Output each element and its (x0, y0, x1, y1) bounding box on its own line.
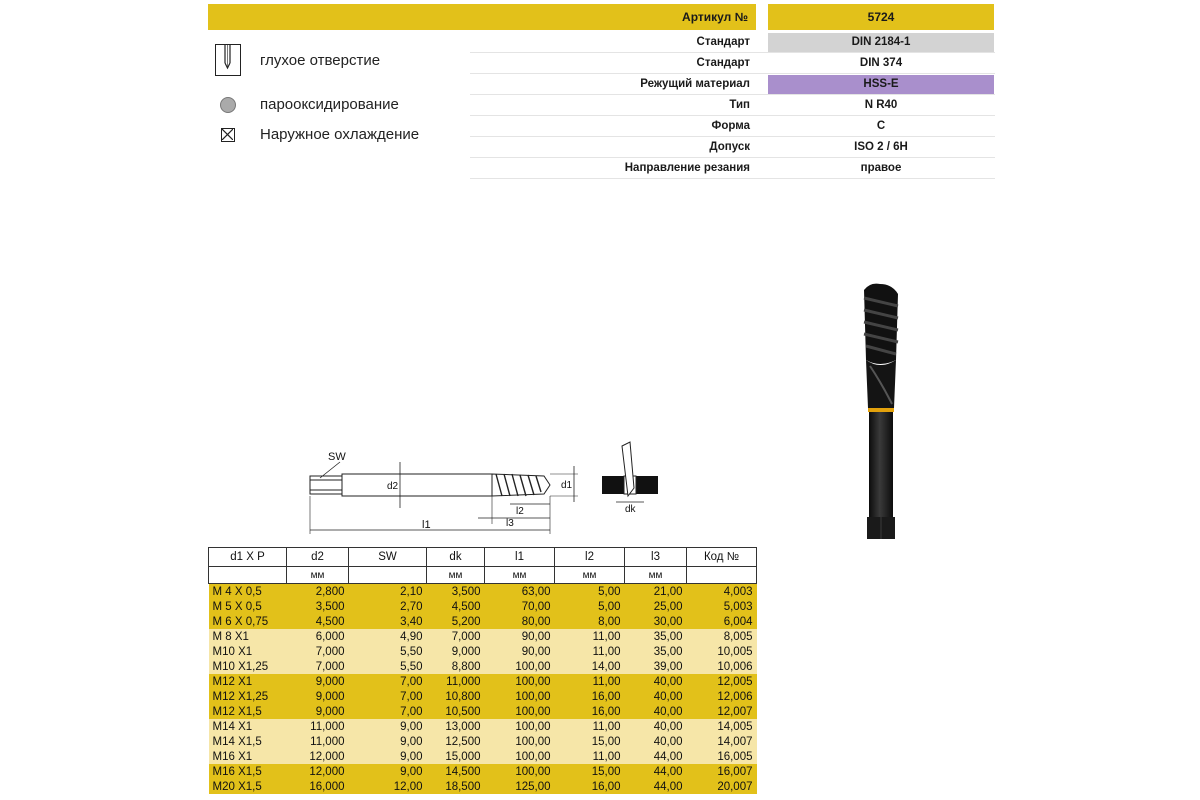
table-row (209, 584, 757, 600)
table-cell: 9,00 (349, 719, 427, 734)
label-dk: dk (625, 504, 636, 515)
table-cell: 7,000 (427, 629, 485, 644)
table-row (209, 689, 757, 704)
table-row (209, 719, 757, 734)
table-cell: 15,00 (555, 734, 625, 749)
table-cell: 25,00 (625, 599, 687, 614)
table-cell: 4,90 (349, 629, 427, 644)
table-header-cell: l1 (485, 548, 555, 567)
table-cell: M12 X1,25 (209, 689, 287, 704)
spec-value: DIN 2184-1 (768, 33, 994, 52)
table-unit-cell: мм (287, 567, 349, 584)
table-cell: 11,000 (287, 719, 349, 734)
legend (208, 44, 468, 156)
spec-label: Форма (711, 120, 750, 132)
table-cell: 9,000 (427, 644, 485, 659)
table-cell: 12,007 (687, 704, 757, 719)
table-row (209, 614, 757, 629)
spec-label: Направление резания (624, 162, 750, 174)
spec-row (470, 53, 995, 74)
table-cell: 3,500 (287, 599, 349, 614)
table-cell: 9,000 (287, 689, 349, 704)
table-cell: 8,005 (687, 629, 757, 644)
table-row (209, 659, 757, 674)
label-l3: l3 (506, 518, 514, 529)
legend-item-blind-hole (208, 44, 380, 76)
table-cell: 21,00 (625, 584, 687, 600)
table-cell: 16,000 (287, 779, 349, 794)
table-row (209, 764, 757, 779)
table-cell: 8,800 (427, 659, 485, 674)
table-cell: 5,200 (427, 614, 485, 629)
label-l2: l2 (516, 506, 524, 517)
table-header-cell: l2 (555, 548, 625, 567)
label-d2: d2 (387, 481, 399, 492)
table-cell: 5,003 (687, 599, 757, 614)
table-cell: 30,00 (625, 614, 687, 629)
table-cell: M10 X1,25 (209, 659, 287, 674)
table-cell: 14,007 (687, 734, 757, 749)
table-cell: 11,00 (555, 674, 625, 689)
table-cell: 18,500 (427, 779, 485, 794)
table-cell: 10,006 (687, 659, 757, 674)
table-cell: 7,000 (287, 659, 349, 674)
table-cell: 44,00 (625, 779, 687, 794)
table-cell: 80,00 (485, 614, 555, 629)
table-cell: 12,000 (287, 764, 349, 779)
table-cell: 16,00 (555, 689, 625, 704)
table-cell: M10 X1 (209, 644, 287, 659)
table-unit-cell (209, 567, 287, 584)
table-cell: 12,00 (349, 779, 427, 794)
table-cell: 10,005 (687, 644, 757, 659)
table-cell: 100,00 (485, 734, 555, 749)
spec-row (470, 74, 995, 95)
article-label: Артикул № (682, 10, 748, 24)
table-cell: 100,00 (485, 719, 555, 734)
table-row (209, 749, 757, 764)
table-row (209, 599, 757, 614)
legend-text-steam-oxidation: пароокcидирование (260, 96, 399, 113)
table-cell: 11,000 (427, 674, 485, 689)
table-cell: M 5 X 0,5 (209, 599, 287, 614)
table-row (209, 674, 757, 689)
table-cell: M14 X1 (209, 719, 287, 734)
tap-photo (850, 280, 910, 542)
table-cell: 35,00 (625, 629, 687, 644)
table-cell: M 4 X 0,5 (209, 584, 287, 600)
table-row (209, 704, 757, 719)
table-cell: 15,000 (427, 749, 485, 764)
table-cell: 10,800 (427, 689, 485, 704)
table-cell: 4,003 (687, 584, 757, 600)
table-cell: 9,000 (287, 704, 349, 719)
table-cell: 100,00 (485, 749, 555, 764)
table-cell: 3,500 (427, 584, 485, 600)
table-cell: 100,00 (485, 689, 555, 704)
table-cell: 125,00 (485, 779, 555, 794)
table-cell: 100,00 (485, 704, 555, 719)
table-unit-cell: мм (555, 567, 625, 584)
table-cell: 40,00 (625, 719, 687, 734)
table-cell: 14,00 (555, 659, 625, 674)
table-cell: 10,500 (427, 704, 485, 719)
table-unit-cell (687, 567, 757, 584)
spec-label: Допуск (709, 141, 750, 153)
table-cell: 44,00 (625, 764, 687, 779)
table-cell: 40,00 (625, 734, 687, 749)
table-cell: M20 X1,5 (209, 779, 287, 794)
table-cell: 9,00 (349, 764, 427, 779)
table-header-cell: d1 X P (209, 548, 287, 567)
spec-row (470, 158, 995, 179)
table-cell: M16 X1 (209, 749, 287, 764)
table-header-cell: d2 (287, 548, 349, 567)
table-cell: 2,10 (349, 584, 427, 600)
table-cell: 15,00 (555, 764, 625, 779)
label-d1: d1 (561, 480, 573, 491)
table-cell: 7,00 (349, 689, 427, 704)
table-cell: 40,00 (625, 689, 687, 704)
legend-item-external-cooling (208, 126, 419, 143)
spec-row (470, 32, 995, 53)
table-cell: 2,800 (287, 584, 349, 600)
table-cell: 90,00 (485, 644, 555, 659)
table-cell: 6,004 (687, 614, 757, 629)
table-unit-cell: мм (427, 567, 485, 584)
table-cell: 14,500 (427, 764, 485, 779)
label-l1: l1 (422, 519, 431, 531)
table-cell: 5,00 (555, 599, 625, 614)
spec-value: ISO 2 / 6H (854, 141, 908, 153)
table-cell: 11,00 (555, 719, 625, 734)
table-cell: 13,000 (427, 719, 485, 734)
table-cell: 11,000 (287, 734, 349, 749)
table-cell: 12,500 (427, 734, 485, 749)
spec-value: DIN 374 (859, 57, 903, 69)
spec-value: N R40 (864, 99, 898, 111)
spec-label: Режущий материал (640, 78, 750, 90)
table-cell: 39,00 (625, 659, 687, 674)
table-cell: M 8 X1 (209, 629, 287, 644)
table-cell: 100,00 (485, 674, 555, 689)
table-cell: 12,006 (687, 689, 757, 704)
table-header-cell: dk (427, 548, 485, 567)
table-cell: 5,00 (555, 584, 625, 600)
size-table (208, 547, 757, 794)
external-cooling-icon (221, 128, 235, 142)
spec-row (470, 95, 995, 116)
spec-value: HSS-E (768, 75, 994, 94)
table-header-cell: SW (349, 548, 427, 567)
spec-label: Стандарт (696, 36, 750, 48)
table-cell: 63,00 (485, 584, 555, 600)
legend-item-steam-oxidation (208, 96, 399, 113)
article-header-band (208, 4, 756, 30)
table-cell: M14 X1,5 (209, 734, 287, 749)
table-cell: 9,000 (287, 674, 349, 689)
table-cell: 7,00 (349, 704, 427, 719)
table-cell: 16,007 (687, 764, 757, 779)
table-cell: 12,000 (287, 749, 349, 764)
table-cell: 2,70 (349, 599, 427, 614)
table-cell: 6,000 (287, 629, 349, 644)
table-cell: M 6 X 0,75 (209, 614, 287, 629)
table-cell: 35,00 (625, 644, 687, 659)
table-unit-cell: мм (625, 567, 687, 584)
table-cell: 8,00 (555, 614, 625, 629)
table-cell: 9,00 (349, 734, 427, 749)
table-cell: 40,00 (625, 704, 687, 719)
spec-label: Стандарт (696, 57, 750, 69)
table-cell: 90,00 (485, 629, 555, 644)
spec-table (470, 32, 995, 179)
table-cell: 20,007 (687, 779, 757, 794)
steam-oxidation-icon (220, 97, 236, 113)
blind-hole-icon (215, 44, 241, 76)
table-cell: 16,005 (687, 749, 757, 764)
table-cell: M12 X1 (209, 674, 287, 689)
table-cell: 70,00 (485, 599, 555, 614)
spec-value: правое (860, 162, 902, 174)
table-cell: 11,00 (555, 644, 625, 659)
table-cell: 3,40 (349, 614, 427, 629)
table-row (209, 779, 757, 794)
spec-row (470, 116, 995, 137)
table-cell: M16 X1,5 (209, 764, 287, 779)
table-cell: 11,00 (555, 629, 625, 644)
table-row (209, 734, 757, 749)
table-cell: 5,50 (349, 659, 427, 674)
spec-label: Тип (729, 99, 750, 111)
table-row (209, 629, 757, 644)
table-cell: 5,50 (349, 644, 427, 659)
article-number: 5724 (768, 4, 994, 30)
spec-value: C (876, 120, 886, 132)
table-cell: 9,00 (349, 749, 427, 764)
table-cell: 7,000 (287, 644, 349, 659)
table-cell: 44,00 (625, 749, 687, 764)
legend-text-blind-hole: глухое отверстие (260, 51, 381, 69)
table-cell: 16,00 (555, 779, 625, 794)
table-cell: 7,00 (349, 674, 427, 689)
table-cell: 4,500 (427, 599, 485, 614)
legend-text-external-cooling: Наружное охлаждение (260, 126, 420, 143)
table-row (209, 644, 757, 659)
table-cell: M12 X1,5 (209, 704, 287, 719)
table-cell: 4,500 (287, 614, 349, 629)
table-cell: 100,00 (485, 764, 555, 779)
table-cell: 100,00 (485, 659, 555, 674)
table-cell: 14,005 (687, 719, 757, 734)
table-cell: 12,005 (687, 674, 757, 689)
table-cell: 11,00 (555, 749, 625, 764)
spec-row (470, 137, 995, 158)
table-unit-cell (349, 567, 427, 584)
table-header-cell: l3 (625, 548, 687, 567)
table-cell: 40,00 (625, 674, 687, 689)
table-header-cell: Код № (687, 548, 757, 567)
label-sw: SW (328, 451, 346, 463)
table-unit-cell: мм (485, 567, 555, 584)
tap-schematic (296, 440, 666, 540)
table-cell: 16,00 (555, 704, 625, 719)
